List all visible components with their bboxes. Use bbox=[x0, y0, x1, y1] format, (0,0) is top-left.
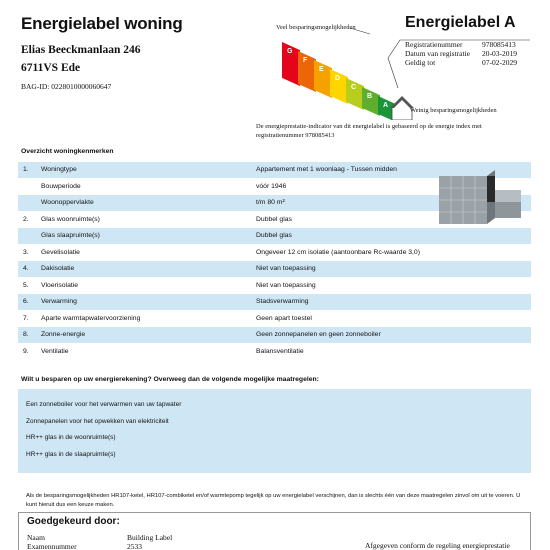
label-description: De energieprestatie-indicator van dit energielabel is gebaseerd op de energie index met registratienummer 978085413 bbox=[256, 123, 482, 139]
row-value: Dubbel glas bbox=[256, 232, 292, 240]
row-number: 2. bbox=[23, 215, 29, 223]
approved-heading: Goedgekeurd door: bbox=[27, 516, 120, 527]
registration-row bbox=[405, 49, 517, 58]
row-label: Verwarming bbox=[41, 298, 77, 306]
row-value: Stadsverwarming bbox=[256, 298, 309, 306]
row-number: 7. bbox=[23, 314, 29, 322]
measures-list bbox=[18, 389, 531, 473]
row-label: Zonne-energie bbox=[41, 331, 86, 339]
label-class-letter: G bbox=[287, 48, 293, 55]
overview-title: Overzicht woningkenmerken bbox=[21, 148, 114, 155]
row-label: Aparte warmtapwatervoorziening bbox=[41, 314, 141, 322]
registration-key: Geldig tot bbox=[405, 58, 436, 67]
label-class-letter: F bbox=[303, 57, 308, 64]
measure-item: HR++ glas in de slaapruimte(s) bbox=[26, 450, 116, 458]
row-label: Gevelisolatie bbox=[41, 248, 80, 256]
row-number: 9. bbox=[23, 347, 29, 355]
name-label: Naam bbox=[27, 533, 45, 542]
measure-item: Een zonneboiler voor het verwarmen van uw tapwater bbox=[26, 401, 182, 408]
row-value: Ongeveer 12 cm isolatie (aantoonbare Rc-waarde 3,0) bbox=[256, 248, 420, 256]
name-value: Building Label bbox=[127, 533, 173, 542]
measure-item: Zonnepanelen voor het opwekken van elektriciteit bbox=[26, 417, 169, 425]
address-line-1: Elias Beeckmanlaan 246 bbox=[21, 44, 141, 56]
row-value: Balansventilatie bbox=[256, 347, 304, 355]
label-class-letter: A bbox=[383, 102, 389, 109]
table-row bbox=[18, 327, 531, 344]
row-number: 6. bbox=[23, 298, 29, 306]
row-label: Vloerisolatie bbox=[41, 281, 79, 289]
row-number: 5. bbox=[23, 281, 29, 289]
row-label: Glas woonruimte(s) bbox=[41, 215, 100, 223]
row-label: Woningtype bbox=[41, 166, 77, 174]
measures-question: Wilt u besparen op uw energierekening? Overweeg dan de volgende mogelijke maatregelen: bbox=[21, 376, 319, 383]
label-class-letter: C bbox=[351, 84, 357, 91]
table-row bbox=[18, 311, 531, 328]
table-row bbox=[18, 245, 531, 262]
row-label: Ventilatie bbox=[41, 347, 69, 355]
label-class-letter: E bbox=[319, 66, 324, 73]
house-marker-icon bbox=[392, 98, 412, 120]
row-label: Glas slaapruimte(s) bbox=[41, 232, 100, 240]
row-number: 4. bbox=[23, 265, 29, 273]
label-class-band bbox=[362, 87, 380, 116]
registration-value: 07-02-2029 bbox=[482, 58, 517, 67]
house-illustration bbox=[439, 170, 521, 224]
page-title: Energielabel woning bbox=[21, 14, 183, 33]
table-row bbox=[18, 344, 531, 361]
row-value: Dubbel glas bbox=[256, 215, 292, 223]
row-label: Dakisolatie bbox=[41, 265, 75, 273]
measure-item: HR++ glas in de woonruimte(s) bbox=[26, 434, 116, 441]
address-line-2: 6711VS Ede bbox=[21, 62, 81, 74]
row-value: Geen zonnepanelen en geen zonneboiler bbox=[256, 331, 381, 339]
conform-text: Afgegeven conform de regeling energieprestatie bbox=[365, 541, 510, 550]
row-value: vóór 1946 bbox=[256, 182, 287, 190]
label-class-letter: B bbox=[367, 93, 373, 100]
row-value: Geen apart toestel bbox=[256, 314, 312, 322]
table-row bbox=[18, 278, 531, 295]
row-number: 8. bbox=[23, 331, 29, 339]
row-value: Niet van toepassing bbox=[256, 281, 316, 289]
energielabel-title: Energielabel A bbox=[405, 14, 516, 31]
row-value: Appartement met 1 woonlaag - Tussen midden bbox=[256, 166, 397, 174]
label-class-band bbox=[346, 78, 364, 110]
approved-by-box bbox=[18, 512, 531, 550]
footnote: Als de besparingsmogelijkheden HR107-ketel, HR107-combiketel en/of warmtepomp tegelijk op uw energielabel verschijnen, dan is slechts één van deze maatregelen zinvol om uit te voeren. U kunt hieruit dus een keuze maken. bbox=[26, 493, 521, 508]
registration-key: Datum van registratie bbox=[405, 49, 470, 58]
registration-row bbox=[405, 58, 517, 67]
row-value: t/m 80 m² bbox=[256, 199, 285, 207]
exam-number-value: 2533 bbox=[127, 542, 142, 550]
exam-number-label: Examennummer bbox=[27, 542, 77, 550]
table-row bbox=[18, 261, 531, 278]
label-class-letter: D bbox=[335, 75, 341, 82]
row-value: Niet van toepassing bbox=[256, 265, 316, 273]
table-row bbox=[18, 294, 531, 311]
registration-key: Registratienummer bbox=[405, 40, 463, 49]
row-number: 1. bbox=[23, 166, 29, 174]
row-label: Woonoppervlakte bbox=[41, 199, 94, 207]
registration-row bbox=[405, 40, 517, 49]
row-label: Bouwperiode bbox=[41, 182, 81, 190]
registration-value: 978085413 bbox=[482, 40, 516, 49]
bag-id: BAG-ID: 0228010000060647 bbox=[21, 82, 112, 91]
registration-info bbox=[405, 40, 517, 67]
row-number: 3. bbox=[23, 248, 29, 256]
label-bottom-text: Weinig besparingsmogelijkheden bbox=[410, 107, 497, 114]
table-row bbox=[18, 228, 531, 245]
registration-value: 20-03-2019 bbox=[482, 49, 517, 58]
energy-label-scale bbox=[270, 20, 540, 120]
pointer-line bbox=[350, 28, 370, 34]
label-top-text: Veel besparingsmogelijkheden bbox=[276, 24, 356, 31]
